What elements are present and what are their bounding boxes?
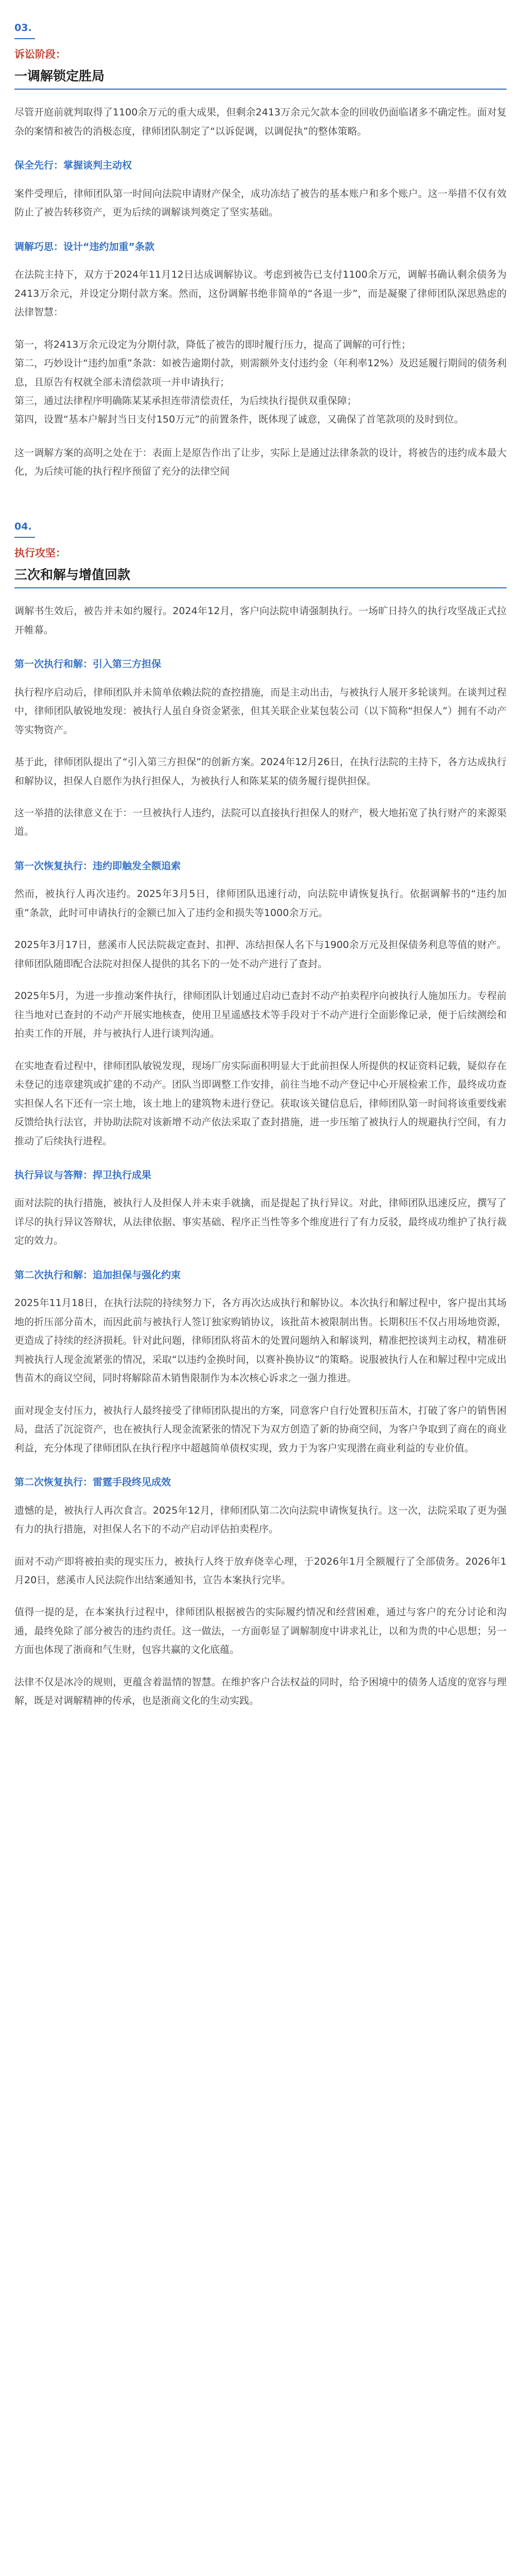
list-item: 第一，将2413万余元设定为分期付款，降低了被告的即时履行压力，提高了调解的可行性；: [14, 338, 411, 350]
paragraph: 然而，被执行人再次违约。2025年3月5日，律师团队迅速行动，向法院申请恢复执行。依据调解书的“违约加重”条款，此时可申请执行的金额已加入了违约金和损失等1000余万元。: [14, 888, 507, 919]
section-03: [14, 19, 507, 481]
paragraph: 遗憾的是，被执行人再次食言。2025年12月，律师团队第二次向法院申请恢复执行。这一次，法院采取了更为强有力的执行措施，对担保人名下的不动产启动评估拍卖程序。: [14, 1504, 507, 1535]
paragraph: 面对现金支付压力，被执行人最终接受了律师团队提出的方案，同意客户自行处置积压苗木，打破了客户的销售困局，盘活了沉淀资产，也在被执行人现金流紧张的情况下为双方创造了新的协商空间，为客户争取到了商在的商业利益，充分体现了律师团队在执行程序中超越简单债权实现，致力于为客户实现潜在商业利益的专业价值。: [14, 1404, 507, 1454]
section-04: [14, 517, 507, 1710]
stage-label: 执行攻坚：: [14, 547, 66, 560]
section-number: 04.: [14, 520, 32, 532]
subheading: 调解巧思：设计“违约加重”条款: [14, 241, 154, 252]
subheading: 保全先行：掌握谈判主动权: [14, 160, 132, 172]
paragraph: 基于此，律师团队提出了“引入第三方担保”的创新方案。2024年12月26日，在执行法院的主持下，各方达成执行和解协议，担保人自愿作为执行担保人，为被执行人和陈某某的债务履行提供担保。: [14, 756, 507, 787]
section-title: 三次和解与增值回款: [14, 567, 131, 582]
paragraph: 尽管开庭前就判取得了1100余万元的重大成果，但剩余2413万余元欠款本金的回收仍面临诸多不确定性。面对复杂的案情和被告的消极态度，律师团队制定了“以诉促调，以调促执”的整体策略。: [14, 107, 507, 137]
list-item: 第二，巧妙设计“违约加重”条款：如被告逾期付款，则需额外支付违约金（年利率12%）及迟延履行期间的债务利息，且原告有权就全部未清偿款项一并申请执行；: [14, 358, 507, 388]
list-item: 第四，设置“基本户解封当日支付150万元”的前置条件，既体现了诚意，又确保了首笔款项的及时到位。: [14, 414, 464, 426]
paragraph: 在法院主持下，双方于2024年11月12日达成调解协议。考虑到被告已支付1100余万元，调解书确认剩余债务为2413万余元，并设定分期付款方案。然而，这份调解书绝非简单的“各退一步”，而是凝聚了律师团队深思熟虑的法律智慧：: [14, 269, 507, 318]
title-divider: [14, 89, 507, 90]
section-number: 03.: [14, 22, 32, 33]
paragraph: 2025年5月，为进一步推动案件执行，律师团队计划通过启动已查封不动产拍卖程序向被执行人施加压力。专程前往当地对已查封的不动产开展实地核查，使用卫星遥感技术等手段对于不动产进行全面影像记录，便于后续测绘和拍卖工作的开展，并与被执行人进行谈判沟通。: [14, 990, 507, 1040]
stage-label: 诉讼阶段：: [14, 48, 66, 61]
paragraph: 在实地查看过程中，律师团队敏锐发现，现场厂房实际面积明显大于此前担保人所提供的权证资料记载，疑似存在未登记的违章建筑或扩建的不动产。团队当即调整工作安排，前往当地不动产登记中心开展检索工作，最终成功查实担保人名下还有一宗土地，该土地上的建筑物未进行登记。获取该关键信息后，律师团队第一时间将该重要线索反馈给执行法官，并协助法院对该新增不动产依法采取了查封措施，进一步压缩了被执行人的规避执行空间，有力推动了后续执行进程。: [14, 1060, 507, 1147]
section-number-underline: [14, 537, 35, 538]
paragraph: 这一调解方案的高明之处在于：表面上是原告作出了让步，实际上是通过法律条款的设计，将被告的违约成本最大化，为后续可能的执行程序预留了充分的法律空间: [14, 447, 507, 478]
paragraph: 2025年3月17日，慈溪市人民法院裁定查封、扣押、冻结担保人名下与1900余万元及担保债务利息等值的财产。律师团队随即配合法院对担保人提供的其名下的一处不动产进行了查封。: [14, 939, 507, 970]
list-item: 第三，通过法律程序明确陈某某承担连带清偿责任，为后续执行提供双重保障；: [14, 395, 357, 406]
subheading: 第二次恢复执行：雷霆手段终见成效: [14, 1477, 171, 1488]
paragraph: 2025年11月18日，在执行法院的持续努力下，各方再次达成执行和解协议。本次执行和解过程中，客户提出其场地的折压部分苗木，而因此前与被执行人签订独家购销协议，该批苗木被限制出售。长期积压不仅占用场地资源，更造成了持续的经济损耗。针对此问题，律师团队将苗木的处置问题纳入和解谈判，精准把控谈判主动权，精准研判被执行人现金流紧张的情况，采取“以违约金换时间，以赛补换协议”的策略。说服被执行人在和解过程中完成出售苗木的商议空间，同时将解除苗木销售限制作为本次核心诉求之一强力推进。: [14, 1297, 507, 1384]
section-number-underline: [14, 38, 35, 39]
section-title: 一调解锁定胜局: [14, 68, 105, 83]
paragraph: 面对不动产即将被拍卖的现实压力，被执行人终于放弃侥幸心理，于2026年1月全额履行了全部债务。2026年1月20日，慈溪市人民法院作出结案通知书，宣告本案执行完毕。: [14, 1555, 507, 1586]
title-divider: [14, 587, 507, 588]
subheading: 第一次执行和解：引入第三方担保: [14, 658, 162, 670]
paragraph: 案件受理后，律师团队第一时间向法院申请财产保全，成功冻结了被告的基本账户和多个账户。这一举措不仅有效防止了被告转移资产，更为后续的调解谈判奠定了坚实基础。: [14, 188, 507, 218]
paragraph: 法律不仅是冰冷的规则，更蕴含着温情的智慧。在维护客户合法权益的同时，给予困境中的债务人适度的宽容与理解，既是对调解精神的传承，也是浙商文化的生动实践。: [14, 1676, 507, 1707]
section-spacer: [14, 495, 507, 515]
subheading: 第二次执行和解：追加担保与强化约束: [14, 1269, 181, 1281]
strategy-list: [14, 335, 507, 429]
paragraph: 这一举措的法律意义在于：一旦被执行人违约，法院可以直接执行担保人的财产，极大地拓宽了执行财产的来源渠道。: [14, 807, 507, 838]
paragraph: 面对法院的执行措施，被执行人及担保人并未束手就擒，而是提起了执行异议。对此，律师团队迅速反应，撰写了详尽的执行异议答辩状，从法律依据、事实基础、程序正当性等多个维度进行了有力反驳，最终成功维护了执行裁定的效力。: [14, 1197, 507, 1247]
paragraph: 执行程序启动后，律师团队并未简单依赖法院的查控措施，而是主动出击，与被执行人展开多轮谈判。在谈判过程中，律师团队敏锐地发现：被执行人虽自身资金紧张，但其关联企业某包装公司（以下简称“担保人”）拥有不动产等实物资产。: [14, 686, 507, 736]
paragraph: 值得一提的是，在本案执行过程中，律师团队根据被告的实际履约情况和经营困难，通过与客户的充分讨论和沟通，最终免除了部分被告的违约责任。这一做法，一方面彰显了调解制度中讲求礼让，以和为贵的中心思想；另一方面也体现了浙商和气生财，包容共赢的文化底蕴。: [14, 1606, 507, 1656]
subheading: 执行异议与答辩：捍卫执行成果: [14, 1170, 152, 1181]
paragraph: 调解书生效后，被告并未如约履行。2024年12月，客户向法院申请强制执行。一场旷日持久的执行攻坚战正式拉开帷幕。: [14, 605, 507, 636]
subheading: 第一次恢复执行：违约即触发全额追索: [14, 860, 181, 872]
